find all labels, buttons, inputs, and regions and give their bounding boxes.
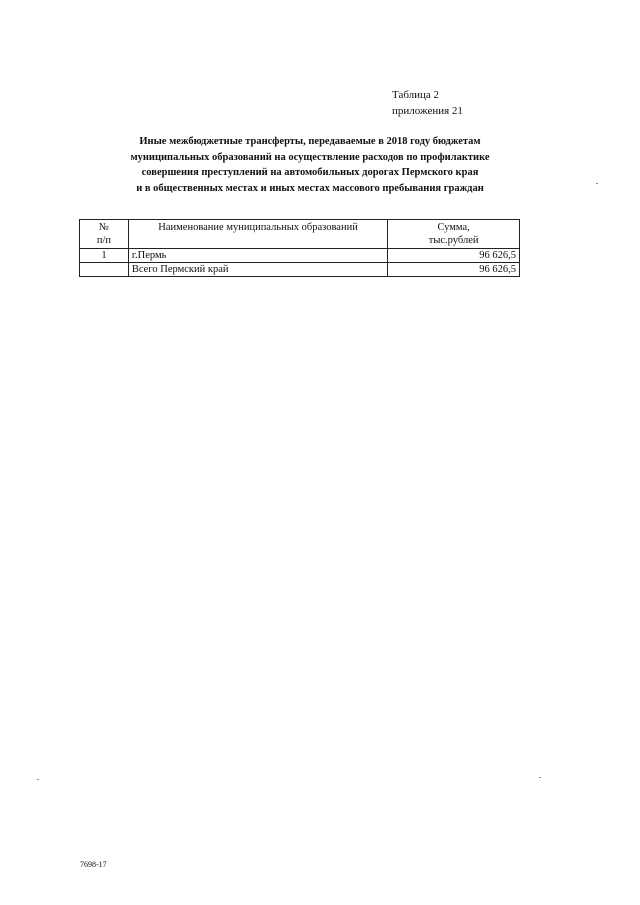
header-number — [80, 220, 129, 249]
table-row — [80, 249, 520, 263]
total-number — [80, 263, 129, 277]
title-line-1: Иные межбюджетные трансферты, передаваемые в 2018 году бюджетам — [139, 136, 481, 147]
row-municipality: г.Пермь — [128, 249, 387, 263]
document-number: 7698-17 — [80, 860, 107, 869]
total-label: Всего Пермский край — [128, 263, 387, 277]
scan-speck — [37, 779, 39, 780]
row-sum: 96 626,5 — [388, 249, 520, 263]
table-header-row — [80, 220, 520, 249]
table-row-total — [80, 263, 520, 277]
table-reference — [392, 87, 463, 119]
scan-speck — [596, 183, 598, 184]
title-line-3: совершения преступлений на автомобильных дорогах Пермского края — [141, 167, 479, 178]
appendix-reference: приложения 21 — [392, 105, 463, 117]
title-line-4: и в общественных местах и иных местах массового пребывания граждан — [136, 182, 484, 194]
table-number: Таблица 2 — [392, 89, 440, 101]
document-title — [60, 134, 560, 196]
row-number: 1 — [80, 249, 129, 263]
header-name: Наименование муниципальных образований — [128, 220, 387, 249]
total-sum: 96 626,5 — [388, 263, 520, 277]
header-sum-unit: тыс.рублей — [428, 235, 479, 246]
header-sum — [388, 220, 520, 249]
title-line-2: муниципальных образований на осуществление расходов по профилактике — [130, 151, 490, 163]
scan-speck — [539, 777, 541, 778]
header-sum-label: Сумма, — [437, 222, 470, 233]
transfers-table — [79, 219, 520, 277]
header-number-symbol: № — [98, 222, 109, 233]
header-number-abbr: п/п — [96, 235, 112, 246]
